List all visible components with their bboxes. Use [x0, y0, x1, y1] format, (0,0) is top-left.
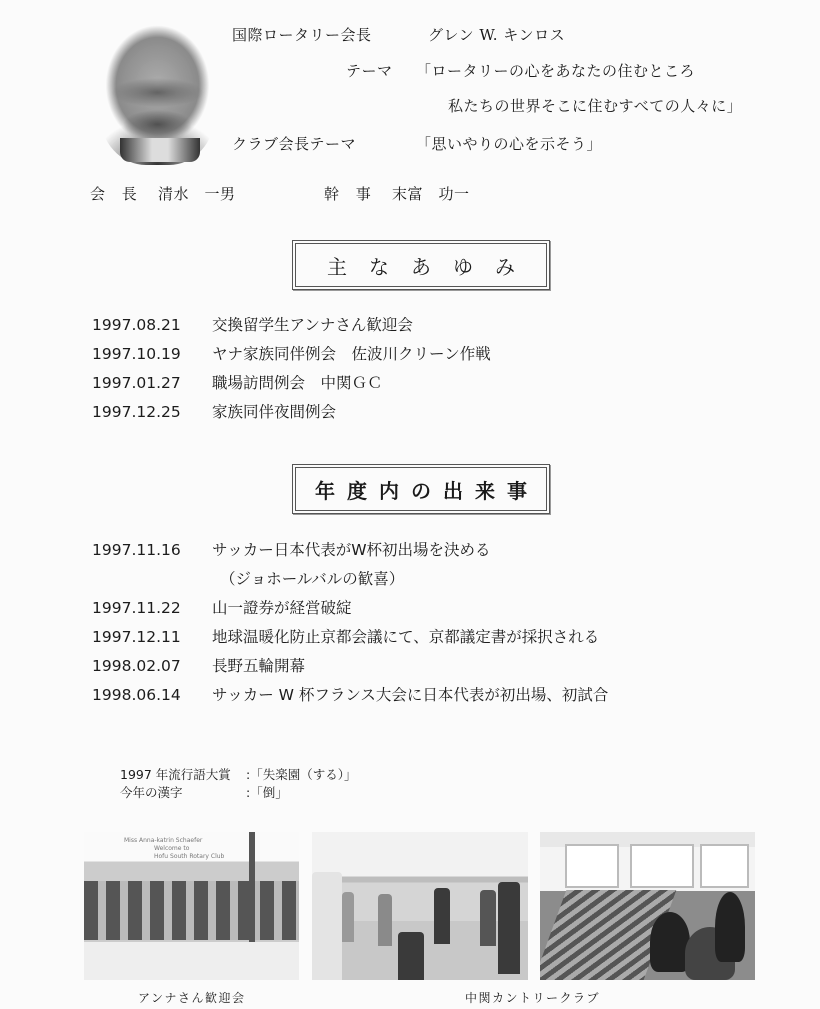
banner-line: Hofu South Rotary Club: [154, 853, 225, 860]
theme-line-2: 私たちの世界そこに住むすべての人々に」: [448, 97, 743, 115]
item-text: 山一證券が経営破綻: [212, 599, 352, 617]
secretary-name: 末富 功一: [392, 185, 470, 203]
photo-caption-welcome: アンナさん歓迎会: [138, 991, 246, 1005]
photo-figure: [342, 892, 354, 942]
ayumi-item: [92, 313, 413, 335]
item-date: 1997.12.25: [92, 403, 181, 421]
section-title-box-events: [292, 464, 550, 514]
ayumi-item: [92, 342, 491, 364]
item-text: ヤナ家族同伴例会 佐波川クリーン作戦: [212, 345, 491, 363]
section-title-events: 年度内の出来事: [295, 467, 547, 511]
item-text: 職場訪問例会 中関ＧＣ: [212, 374, 383, 392]
president-label: 会 長: [90, 185, 143, 203]
item-text: （ジョホールバルの歓喜）: [220, 570, 405, 588]
item-text: 家族同伴夜間例会: [212, 403, 337, 421]
ayumi-item: [92, 371, 383, 393]
section-title-box-ayumi: [292, 240, 550, 290]
photo-figure: [498, 882, 520, 974]
ayumi-item: [92, 400, 336, 422]
photo-figure: [480, 890, 496, 946]
note-buzzword-label: 1997 年流行語大賞: [120, 767, 231, 782]
photo-window: [565, 844, 619, 888]
photo-figure: [378, 894, 392, 946]
club-theme: 「思いやりの心を示そう」: [416, 135, 603, 153]
event-item: [92, 683, 608, 705]
event-item: [92, 538, 491, 560]
banner-line: Welcome to: [154, 845, 190, 852]
photo-figure: [398, 932, 424, 980]
item-text: サッカー W 杯フランス大会に日本代表が初出場、初試合: [212, 686, 609, 704]
ri-president-name: グレン W. キンロス: [428, 26, 566, 44]
theme-label: テーマ: [346, 62, 393, 80]
item-date: 1997.12.11: [92, 628, 181, 646]
note-buzzword-value: :「失楽園（する）」: [246, 767, 357, 782]
item-date: 1997.11.16: [92, 541, 181, 559]
event-item: [92, 625, 599, 647]
item-text: 長野五輪開幕: [212, 657, 306, 675]
photo-caption-country-club: 中関カントリークラブ: [465, 991, 601, 1005]
photo-window: [630, 844, 694, 888]
photo-table: [84, 942, 299, 980]
photo-window: [700, 844, 749, 888]
item-text: 交換留学生アンナさん歓迎会: [212, 316, 413, 334]
event-item: [92, 654, 305, 676]
item-text: 地球温暖化防止京都会議にて、京都議定書が採択される: [212, 628, 600, 646]
secretary-label: 幹 事: [324, 185, 377, 203]
section-title-ayumi: 主なあゆみ: [295, 243, 547, 287]
item-date: 1998.02.07: [92, 657, 181, 675]
event-item: [92, 596, 352, 618]
item-date: 1997.08.21: [92, 316, 181, 334]
photo-banner: [124, 837, 224, 861]
photo-figure: [312, 872, 342, 980]
photo-diner: [715, 892, 745, 962]
banner-line: Miss Anna-katrin Schaefer: [124, 837, 203, 844]
event-item: [92, 567, 404, 589]
photo-welcome-party: [84, 832, 299, 980]
item-date: 1997.11.22: [92, 599, 181, 617]
photo-figure: [434, 888, 450, 944]
item-date: 1997.10.19: [92, 345, 181, 363]
photo-dinner: [540, 832, 755, 980]
photo-diner: [650, 912, 690, 972]
president-name: 清水 一男: [158, 185, 236, 203]
portrait-collar: [120, 138, 200, 162]
club-theme-label: クラブ会長テーマ: [232, 135, 357, 153]
ri-president-label: 国際ロータリー会長: [232, 26, 372, 44]
photo-country-club: [312, 832, 528, 980]
item-text: サッカー日本代表がW杯初出場を決める: [212, 541, 491, 559]
item-date: 1998.06.14: [92, 686, 181, 704]
note-kanji-label: 今年の漢字: [120, 785, 183, 800]
note-kanji-value: :「倒」: [246, 785, 288, 800]
theme-line-1: 「ロータリーの心をあなたの住むところ: [416, 62, 696, 80]
item-date: 1997.01.27: [92, 374, 181, 392]
